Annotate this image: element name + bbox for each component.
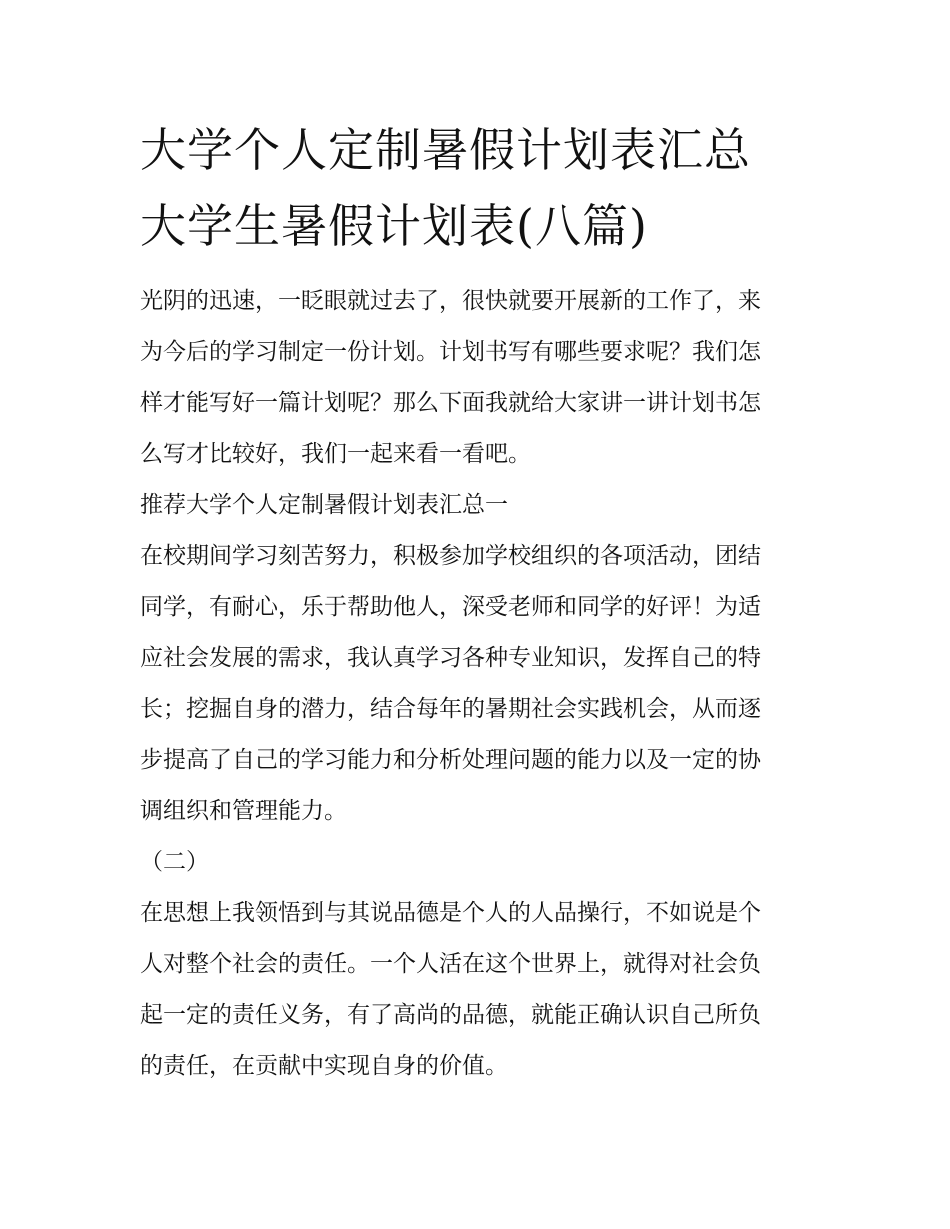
section-heading: 推荐大学个人定制暑假计划表汇总一 [140, 492, 508, 518]
intro-paragraph [140, 276, 820, 480]
intro-line: 样才能写好一篇计划呢？那么下面我就给大家讲一讲计划书怎 [140, 390, 761, 416]
intro-line: 为今后的学习制定一份计划。计划书写有哪些要求呢？我们怎 [140, 339, 761, 365]
body-paragraph-1 [140, 531, 820, 837]
body-paragraph-2 [140, 888, 820, 1092]
document-body [140, 276, 820, 1092]
paragraph-line: 调组织和管理能力。 [140, 798, 347, 824]
document-title [140, 112, 820, 264]
paragraph-line: 步提高了自己的学习能力和分析处理问题的能力以及一定的协 [140, 747, 761, 773]
paragraph-line: 应社会发展的需求，我认真学习各种专业知识，发挥自己的特 [140, 645, 761, 671]
intro-line: 么写才比较好，我们一起来看一看吧。 [140, 441, 531, 467]
paragraph-line: 同学，有耐心，乐于帮助他人，深受老师和同学的好评！为适 [140, 594, 761, 620]
paragraph-line: 长；挖掘自身的潜力，结合每年的暑期社会实践机会，从而逐 [140, 696, 761, 722]
title-line-1: 大学个人定制暑假计划表汇总 [140, 123, 751, 177]
paragraph-line: 起一定的责任义务，有了高尚的品德，就能正确认识自己所负 [140, 1002, 761, 1028]
paragraph-line: 在校期间学习刻苦努力，积极参加学校组织的各项活动，团结 [140, 543, 761, 569]
paragraph-line: 在思想上我领悟到与其说品德是个人的人品操行，不如说是个 [140, 900, 761, 926]
paragraph-line: 人对整个社会的责任。一个人活在这个世界上，就得对社会负 [140, 951, 761, 977]
subsection-label: （二） [140, 849, 209, 875]
intro-line: 光阴的迅速，一眨眼就过去了，很快就要开展新的工作了，来 [140, 288, 761, 314]
paragraph-line: 的责任，在贡献中实现自身的价值。 [140, 1053, 508, 1079]
title-line-2: 大学生暑假计划表(八篇) [140, 199, 648, 253]
